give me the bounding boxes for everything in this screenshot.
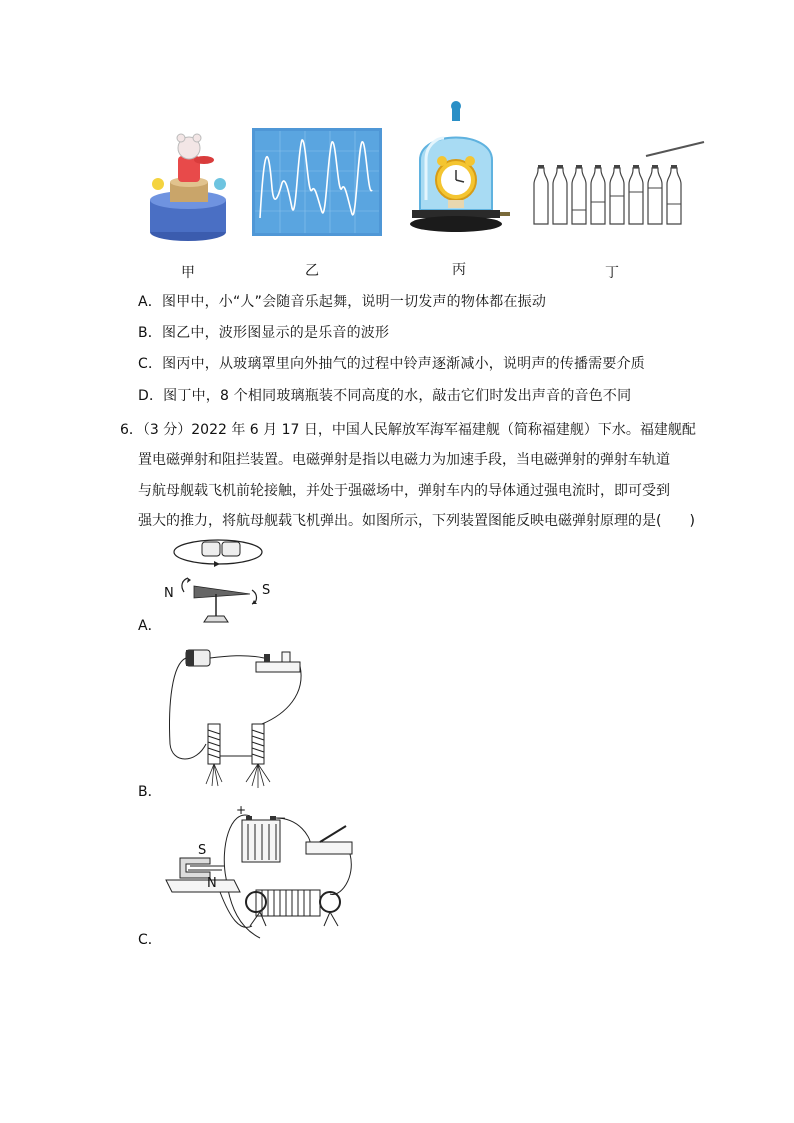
q6-stem-line-3: 与航母舰载飞机前轮接触，并处于强磁场中，弹射车内的导体通过强电流时，即可受到 [138,483,670,499]
q6-figure-b-electromagnets [166,644,306,792]
q6-figure-c-n-label: N [207,876,217,891]
figure-jia-music-box [138,128,238,244]
figure-label-bing: 丙 [452,262,466,278]
q6-option-c[interactable]: C． [138,932,162,948]
q6-option-b[interactable]: B． [138,784,162,800]
q5-option-c[interactable]: C．图丙中，从玻璃罩里向外抽气的过程中铃声逐渐减小，说明声的传播需要介质 [138,356,645,372]
figure-ding-bottles [530,140,706,230]
q6-figure-c-plus-label: + [236,803,247,817]
figure-label-yi: 乙 [305,263,319,279]
q6-figure-a-s-label: S [262,583,271,598]
q6-figure-c-s-label: S [198,843,207,858]
figure-label-ding: 丁 [605,265,619,281]
q6-option-a[interactable]: A． [138,618,162,634]
q5-option-a[interactable]: A．图甲中，小“人”会随音乐起舞，说明一切发声的物体都在振动 [138,294,547,310]
figure-label-jia: 甲 [181,265,195,281]
q6-figure-c-motor [160,808,360,944]
q6-figure-c-minus-label: − [276,811,287,825]
q6-figure-a-oersted [160,536,280,628]
figure-bing-bell-jar [408,100,512,240]
q5-option-d[interactable]: D．图丁中，8 个相同玻璃瓶装不同高度的水，敲击它们时发出声音的音色不同 [138,388,632,404]
q6-figure-a-n-label: N [164,586,174,601]
q6-stem-line-4: 强大的推力，将航母舰载飞机弹出。如图所示，下列装置图能反映电磁弹射原理的是( ) [138,513,695,529]
q6-stem-line-2: 置电磁弹射和阻拦装置。电磁弹射是指以电磁力为加速手段，当电磁弹射的弹射车轨道 [138,452,670,468]
q5-option-b[interactable]: B．图乙中，波形图显示的是乐音的波形 [138,325,390,341]
q6-stem-line-1: 6．（3 分）2022 年 6 月 17 日，中国人民解放军海军福建舰（简称福建舰）下水。福建舰配 [120,422,696,438]
figure-yi-waveform [252,128,382,236]
